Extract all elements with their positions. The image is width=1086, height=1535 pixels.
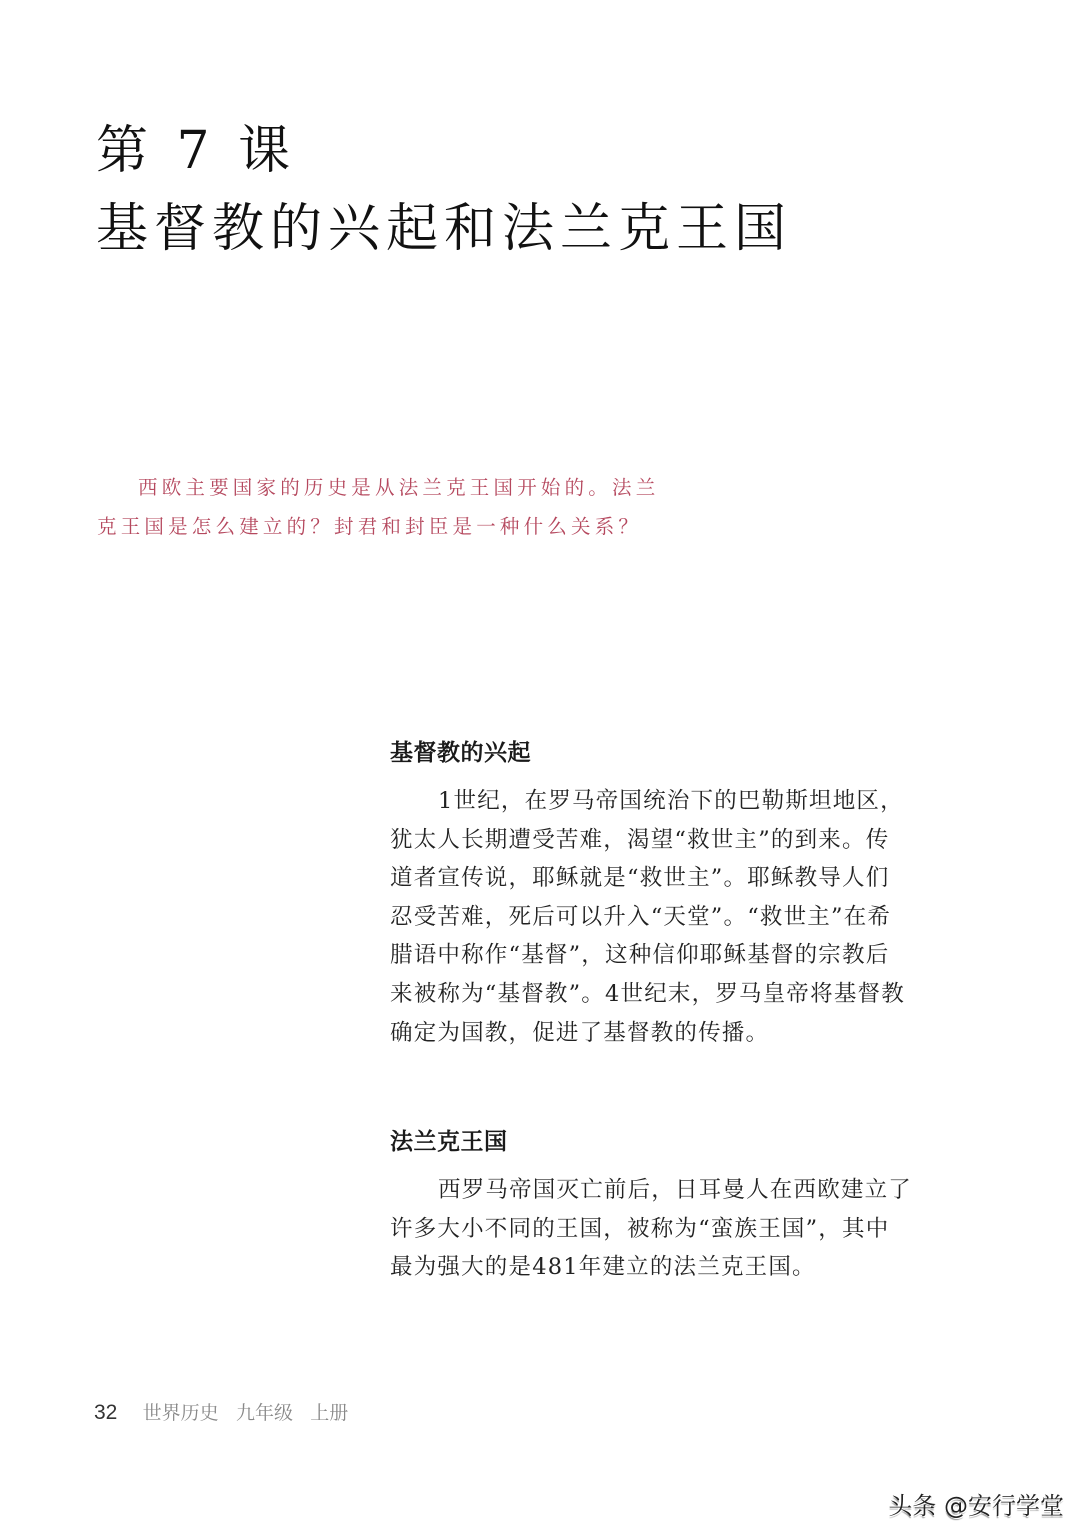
lesson-number: 第 7 课 bbox=[96, 121, 297, 181]
intro-question bbox=[97, 468, 660, 546]
paragraph-line: 犹太人长期遭受苦难，渴望“救世主”的到来。传 bbox=[390, 826, 890, 853]
section-paragraph bbox=[390, 1171, 950, 1287]
book-title: 世界历史 bbox=[142, 1403, 219, 1424]
section-paragraph bbox=[390, 782, 950, 1052]
page-number: 32 bbox=[94, 1401, 118, 1424]
section-heading: 基督教的兴起 bbox=[390, 740, 531, 766]
section-frankish-kingdom bbox=[390, 1125, 950, 1287]
paragraph-line: 来被称为“基督教”。4世纪末，罗马皇帝将基督教 bbox=[390, 980, 905, 1007]
volume-label: 上册 bbox=[310, 1403, 349, 1424]
lesson-title bbox=[96, 112, 792, 268]
paragraph-line: 忍受苦难，死后可以升入“天堂”。“救世主”在希 bbox=[390, 903, 892, 930]
paragraph-line: 道者宣传说，耶稣就是“救世主”。耶稣教导人们 bbox=[390, 865, 890, 892]
paragraph-line: 1世纪，在罗马帝国统治下的巴勒斯坦地区， bbox=[438, 788, 904, 814]
section-christianity-rise bbox=[390, 736, 950, 1052]
paragraph-line: 确定为国教，促进了基督教的传播。 bbox=[390, 1019, 770, 1046]
watermark: 头条 @安行学堂 bbox=[888, 1492, 1064, 1520]
lesson-name: 基督教的兴起和法兰克王国 bbox=[96, 199, 793, 259]
paragraph-line: 许多大小不同的王国，被称为“蛮族王国”，其中 bbox=[390, 1215, 890, 1242]
paragraph-line: 最为强大的是481年建立的法兰克王国。 bbox=[390, 1254, 816, 1281]
intro-line: 克王国是怎么建立的？封君和封臣是一种什么关系？ bbox=[97, 515, 643, 538]
paragraph-line: 腊语中称作“基督”，这种信仰耶稣基督的宗教后 bbox=[390, 942, 890, 969]
section-heading: 法兰克王国 bbox=[390, 1129, 508, 1155]
intro-line: 西欧主要国家的历史是从法兰克王国开始的。法兰 bbox=[138, 476, 660, 499]
page-footer bbox=[94, 1398, 348, 1425]
grade-label: 九年级 bbox=[235, 1403, 293, 1424]
paragraph-line: 西罗马帝国灭亡前后，日耳曼人在西欧建立了 bbox=[438, 1177, 913, 1203]
